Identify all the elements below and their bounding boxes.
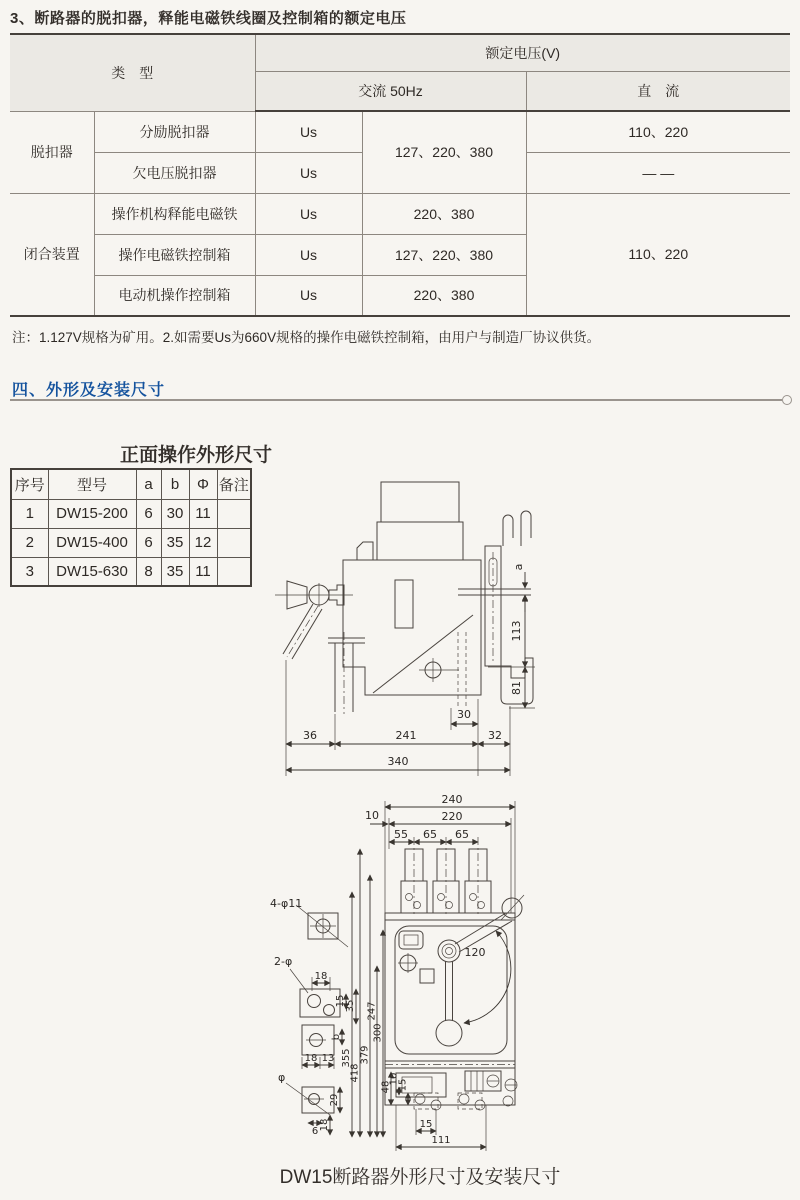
dim-label-10b: 10 bbox=[388, 1072, 400, 1086]
us-cell: Us bbox=[255, 111, 362, 152]
table-row bbox=[10, 111, 790, 152]
front-dimension-table bbox=[10, 468, 252, 587]
dim-label-240: 240 bbox=[441, 793, 463, 806]
front-view-drawing bbox=[268, 793, 553, 1163]
dim-label-81: 81 bbox=[510, 681, 523, 695]
ft-cell: 3 bbox=[11, 557, 48, 586]
dim-label-355: 355 bbox=[341, 1048, 352, 1068]
ft-header-b: b bbox=[161, 469, 189, 499]
dim-label-247: 247 bbox=[366, 1001, 378, 1021]
table-row bbox=[11, 557, 251, 586]
front-table-title: 正面操作外形尺寸 bbox=[120, 445, 273, 466]
item-cell: 操作机构释能电磁铁 bbox=[94, 193, 255, 234]
divider-end-dot bbox=[782, 395, 792, 405]
dim-label-36: 36 bbox=[303, 729, 317, 742]
dim-label-18c: 18 bbox=[319, 1118, 330, 1132]
ft-cell bbox=[217, 499, 251, 528]
table-row bbox=[10, 193, 790, 234]
section-divider-line bbox=[10, 399, 782, 401]
dc-value-cell: 110、220 bbox=[526, 111, 790, 152]
col-header-rated-voltage: 额定电压(V) bbox=[255, 34, 790, 71]
drawing-caption: DW15断路器外形尺寸及安装尺寸 bbox=[279, 1167, 561, 1188]
dim-label-29: 29 bbox=[329, 1093, 340, 1107]
dim-label-18a: 18 bbox=[314, 971, 328, 982]
callout-2-phi: 2-φ bbox=[274, 955, 293, 968]
item-cell: 分励脱扣器 bbox=[94, 111, 255, 152]
dim-label-b: b bbox=[331, 1033, 342, 1041]
front-view-outline bbox=[385, 837, 524, 1110]
dim-label-220: 220 bbox=[441, 810, 463, 823]
dim-label-15a: 15 bbox=[335, 994, 346, 1008]
side-view-drawing bbox=[273, 462, 545, 794]
col-header-dc: 直 流 bbox=[526, 71, 790, 111]
ft-cell: 6 bbox=[136, 499, 161, 528]
ft-cell: 11 bbox=[189, 499, 217, 528]
ft-header-a: a bbox=[136, 469, 161, 499]
ft-header-phi: Φ bbox=[189, 469, 217, 499]
dim-label-379: 379 bbox=[359, 1045, 371, 1065]
us-cell: Us bbox=[255, 152, 362, 193]
ft-cell: 6 bbox=[136, 528, 161, 557]
ft-cell bbox=[217, 557, 251, 586]
dim-label-32: 32 bbox=[488, 729, 502, 742]
dim-label-15h: 15 bbox=[419, 1119, 433, 1130]
note-text: 注：1.127V规格为矿用。2.如需要Us为660V规格的操作电磁铁控制箱，由用户与制造厂协议供货。 bbox=[12, 330, 601, 345]
dim-label-6: 6 bbox=[311, 1126, 319, 1137]
item-cell: 欠电压脱扣器 bbox=[94, 152, 255, 193]
us-cell: Us bbox=[255, 193, 362, 234]
terminal-posts bbox=[401, 837, 491, 915]
ac-value-cell: 127、220、380 bbox=[362, 111, 526, 193]
table-row bbox=[11, 499, 251, 528]
dim-label-35: 35 bbox=[345, 999, 356, 1013]
dim-label-418: 418 bbox=[349, 1063, 361, 1083]
dim-label-15v: 15 bbox=[397, 1078, 409, 1092]
dim-label-241: 241 bbox=[395, 729, 417, 742]
dim-label-300: 300 bbox=[372, 1023, 384, 1043]
ft-cell: DW15-400 bbox=[48, 528, 136, 557]
dim-label-120: 120 bbox=[464, 946, 486, 959]
side-view-outline bbox=[275, 482, 533, 714]
group-cell-closing: 闭合装置 bbox=[10, 193, 94, 316]
ac-value-cell: 220、380 bbox=[362, 193, 526, 234]
ft-header-remark: 备注 bbox=[217, 469, 251, 499]
dim-label-30: 30 bbox=[457, 708, 471, 721]
group-cell-release: 脱扣器 bbox=[10, 111, 94, 193]
col-header-type: 类 型 bbox=[10, 34, 255, 111]
callout-phi: φ bbox=[278, 1071, 286, 1084]
table-row bbox=[11, 528, 251, 557]
ft-cell bbox=[217, 528, 251, 557]
dc-value-cell: 110、220 bbox=[526, 193, 790, 316]
dim-label-340: 340 bbox=[387, 755, 409, 768]
dim-label-113: 113 bbox=[510, 620, 523, 642]
dim-label-55: 55 bbox=[394, 828, 408, 841]
ac-value-cell: 220、380 bbox=[362, 275, 526, 316]
dim-label-10: 10 bbox=[365, 809, 379, 822]
item-cell: 电动机操作控制箱 bbox=[94, 275, 255, 316]
dim-label-a: a bbox=[512, 563, 525, 571]
ft-header-model: 型号 bbox=[48, 469, 136, 499]
ft-cell: DW15-200 bbox=[48, 499, 136, 528]
item-cell: 操作电磁铁控制箱 bbox=[94, 234, 255, 275]
callout-4-phi11: 4-φ11 bbox=[270, 897, 303, 910]
mounting-bracket-details bbox=[286, 905, 348, 1115]
ft-cell: 2 bbox=[11, 528, 48, 557]
voltage-table bbox=[10, 33, 790, 317]
ft-cell: 8 bbox=[136, 557, 161, 586]
dim-label-111: 111 bbox=[431, 1135, 451, 1146]
ft-cell: 11 bbox=[189, 557, 217, 586]
ft-cell: 12 bbox=[189, 528, 217, 557]
ac-value-cell: 127、220、380 bbox=[362, 234, 526, 275]
us-cell: Us bbox=[255, 234, 362, 275]
dim-label-65b: 65 bbox=[455, 828, 469, 841]
front-view-dimensions bbox=[270, 793, 515, 1151]
dim-label-13: 13 bbox=[321, 1053, 335, 1064]
ft-cell: 1 bbox=[11, 499, 48, 528]
dim-label-65a: 65 bbox=[423, 828, 437, 841]
us-cell: Us bbox=[255, 275, 362, 316]
ft-cell: 35 bbox=[161, 557, 189, 586]
dim-label-48: 48 bbox=[380, 1080, 392, 1094]
dim-label-18b: 18 bbox=[304, 1053, 318, 1064]
section3-title: 3、断路器的脱扣器，释能电磁铁线圈及控制箱的额定电压 bbox=[10, 10, 407, 27]
ft-cell: 30 bbox=[161, 499, 189, 528]
ft-header-index: 序号 bbox=[11, 469, 48, 499]
section4-title: 四、外形及安装尺寸 bbox=[12, 382, 166, 399]
ft-cell: 35 bbox=[161, 528, 189, 557]
ft-cell: DW15-630 bbox=[48, 557, 136, 586]
col-header-ac: 交流 50Hz bbox=[255, 71, 526, 111]
dc-value-cell: — — bbox=[526, 152, 790, 193]
